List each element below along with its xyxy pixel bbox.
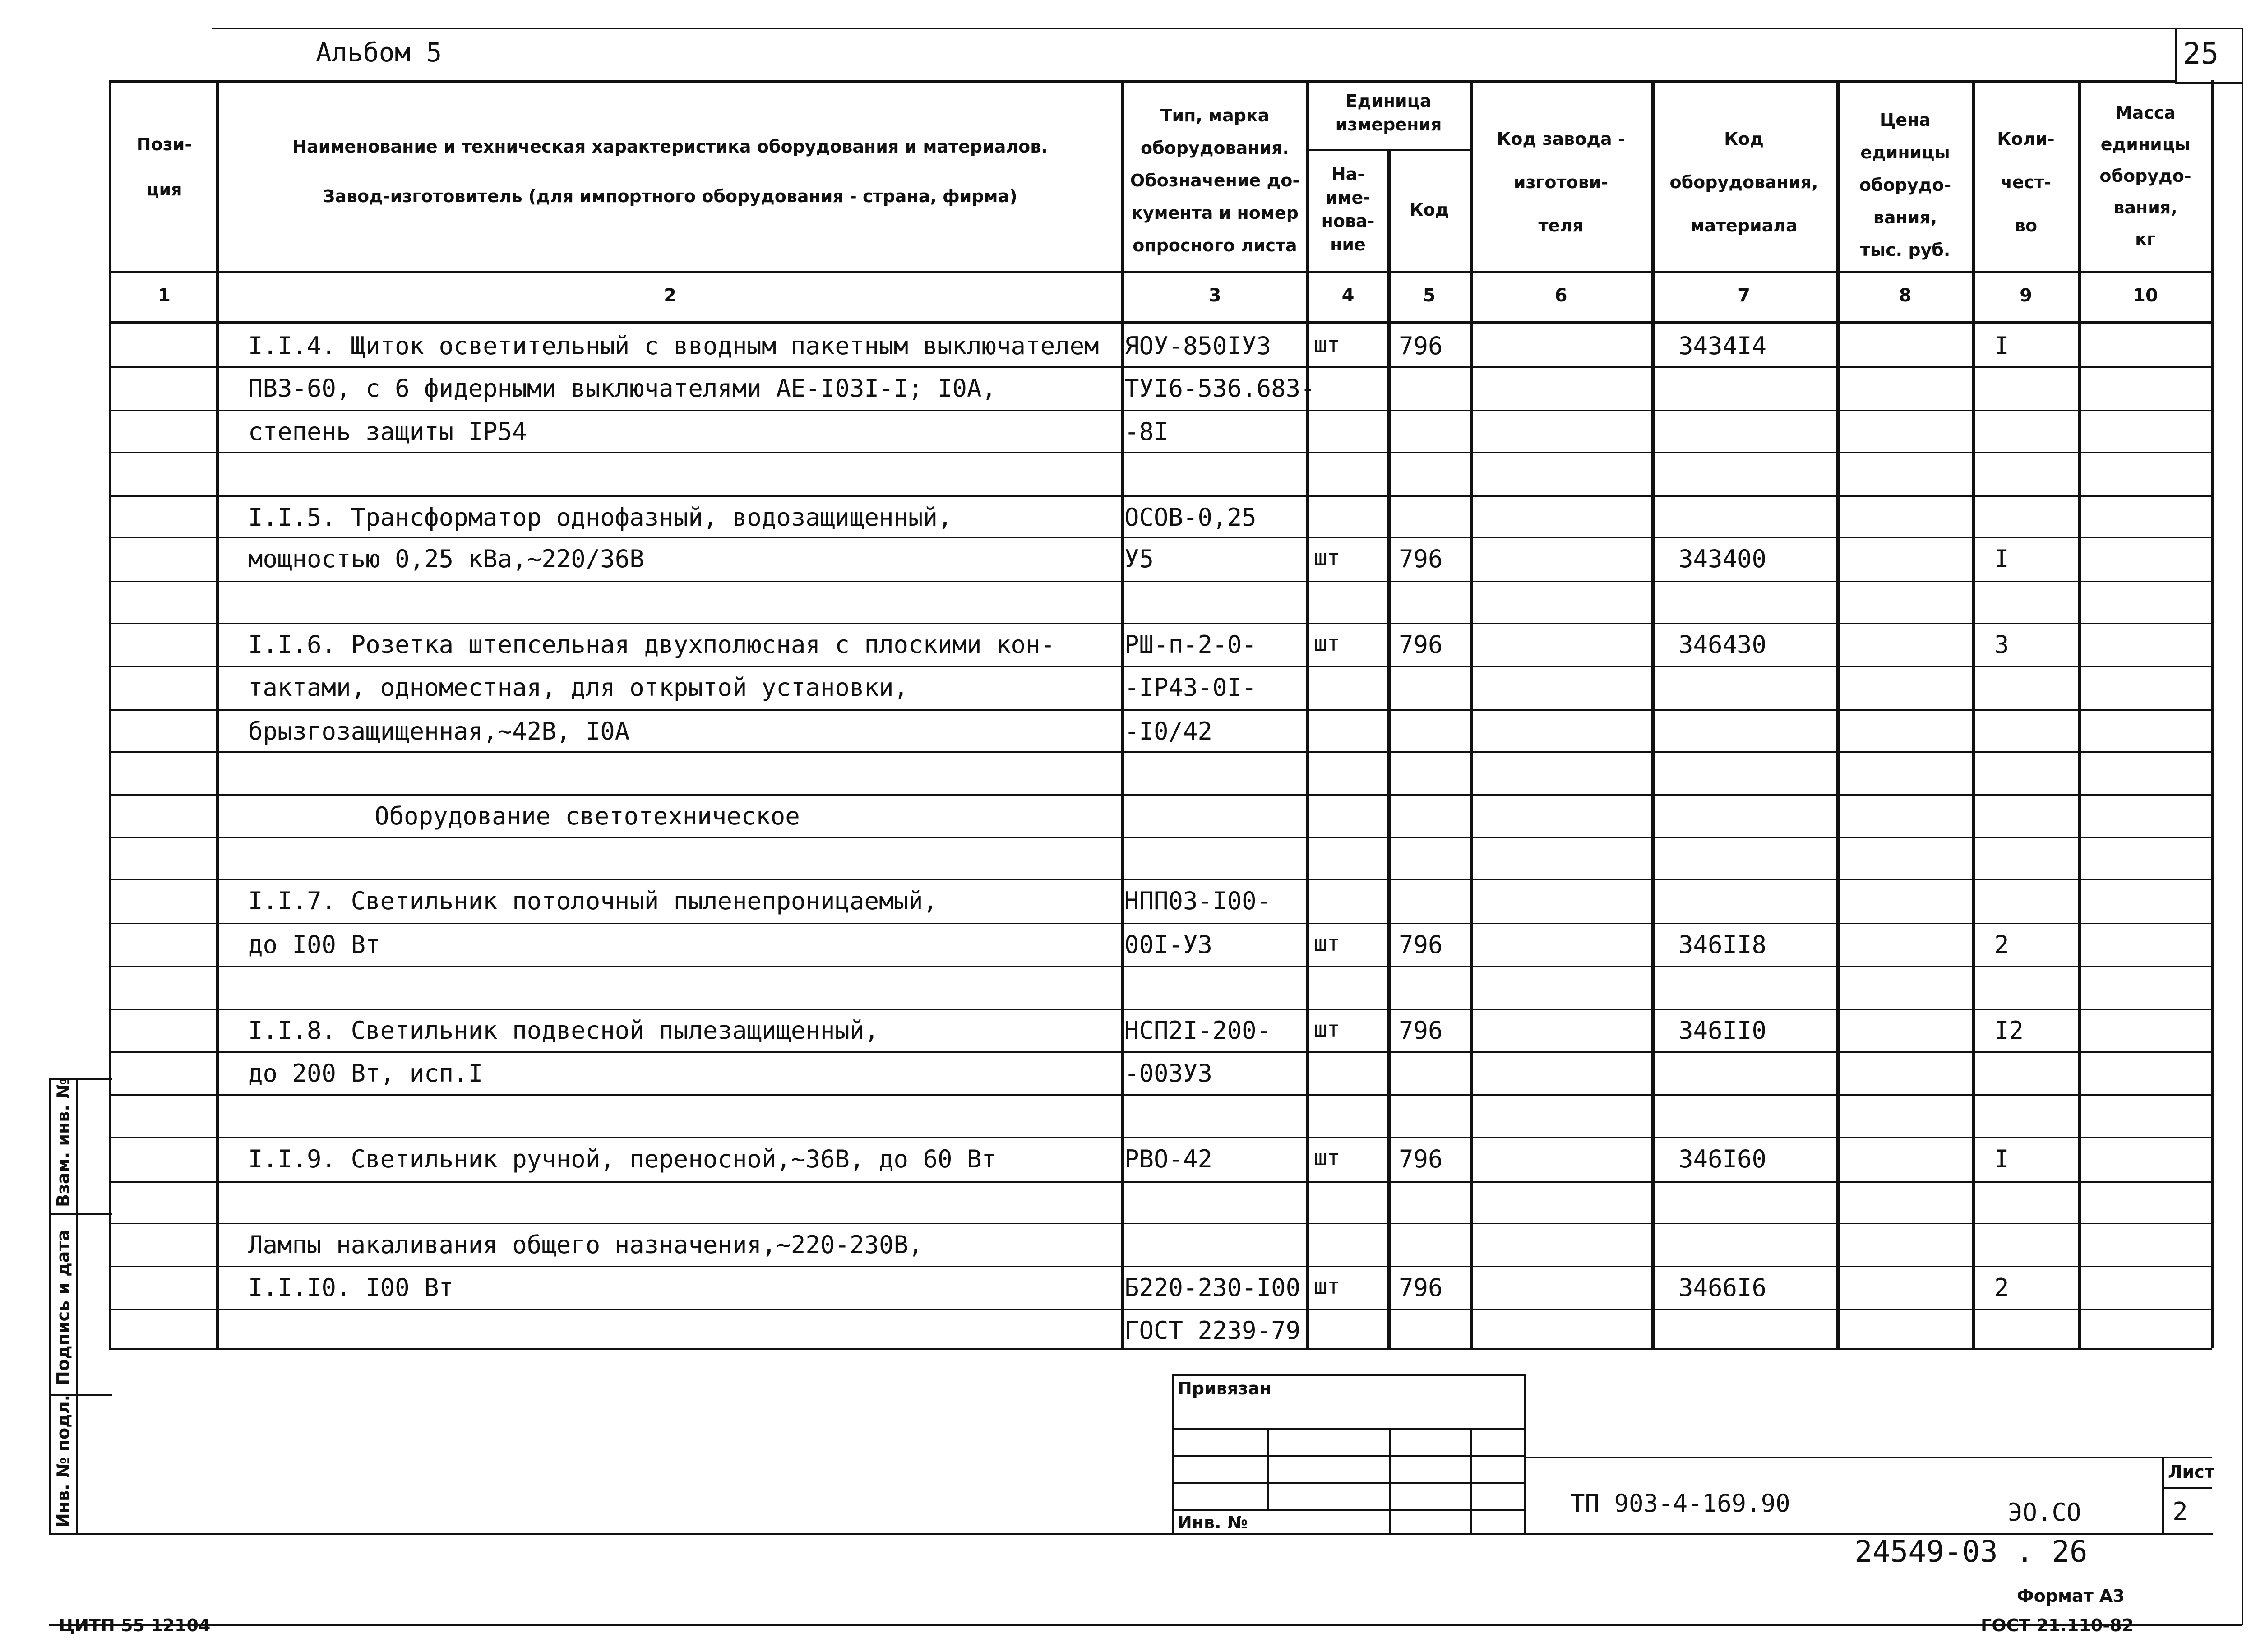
header-mass: Масса единицы оборудо- вания, кг bbox=[2099, 103, 2191, 249]
cell-name: I.I.5. Трансформатор однофазный, водозащищенный, bbox=[248, 503, 952, 532]
col-number-2: 2 bbox=[664, 285, 676, 306]
cell-name: до 200 Вт, исп.I bbox=[248, 1059, 483, 1087]
cell-unit: шт bbox=[1314, 931, 1340, 956]
cell-name: до I00 Вт bbox=[248, 930, 380, 959]
cell-name: мощностью 0,25 кВа,~220/36В bbox=[248, 545, 644, 573]
cell-name: I.I.8. Светильник подвесной пылезащищенный, bbox=[248, 1016, 879, 1045]
cell-equipment-code: 343400 bbox=[1678, 545, 1767, 573]
header-equipment-code: Код оборудования, материала bbox=[1669, 129, 1818, 236]
sheet-label: Лист bbox=[2168, 1462, 2214, 1482]
cell-quantity: 3 bbox=[1994, 630, 2009, 659]
album-label: Альбом 5 bbox=[316, 37, 442, 68]
col-number-8: 8 bbox=[1899, 285, 1912, 306]
cell-quantity: I2 bbox=[1994, 1016, 2024, 1045]
cell-name: I.I.6. Розетка штепсельная двухполюсная с плоскими кон- bbox=[248, 630, 1055, 659]
cell-equipment-code: 3434I4 bbox=[1678, 332, 1767, 360]
page-number: 25 bbox=[2183, 36, 2219, 71]
doc-code: ТП 903-4-169.90 bbox=[1570, 1489, 1790, 1518]
cell-unit-code: 796 bbox=[1399, 332, 1443, 360]
cell-equipment-code: 3466I6 bbox=[1678, 1273, 1767, 1302]
cell-name: брызгозащищенная,~42В, I0А bbox=[248, 717, 630, 745]
side-label-replace-inv: Взам. инв. № bbox=[53, 1078, 73, 1207]
header-type: Тип, марка оборудования. Обозначение до- кумента и номер опросного листа bbox=[1130, 106, 1300, 255]
col-number-7: 7 bbox=[1738, 285, 1750, 306]
cell-quantity: I bbox=[1994, 545, 2009, 573]
header-unit: Единица измерения bbox=[1335, 91, 1442, 134]
cell-name: ПВЗ-60, с 6 фидерными выключателями АЕ-I03I-I; I0А, bbox=[248, 374, 997, 403]
col-number-9: 9 bbox=[2020, 285, 2032, 306]
cell-name: степень защиты IP54 bbox=[248, 417, 527, 446]
cell-equipment-code: 346430 bbox=[1678, 630, 1767, 659]
side-label-original-inv: Инв. № подл. bbox=[53, 1394, 73, 1527]
col-number-5: 5 bbox=[1423, 285, 1436, 306]
cell-type: У5 bbox=[1124, 545, 1154, 573]
header-quantity: Коли- чест- во bbox=[1997, 129, 2055, 236]
cell-type: ГОСТ 2239-79 bbox=[1124, 1316, 1301, 1345]
cell-type: НСП2I-200- bbox=[1124, 1016, 1271, 1045]
cell-type: РВО-42 bbox=[1124, 1145, 1213, 1173]
footer-gost: ГОСТ 21.110-82 bbox=[1981, 1615, 2134, 1635]
handwritten-number: 24549-03 . 26 bbox=[1854, 1534, 2088, 1569]
cell-type: 00I-У3 bbox=[1124, 930, 1213, 959]
cell-quantity: I bbox=[1994, 332, 2009, 360]
header-name: Наименование и техническая характеристика оборудования и материалов. Завод-изготовитель (для импортного оборудования - страна, фирма) bbox=[292, 137, 1048, 206]
cell-type: РШ-п-2-0- bbox=[1124, 630, 1257, 659]
cell-name: I.I.4. Щиток осветительный с вводным пакетным выключателем bbox=[248, 332, 1099, 360]
side-label-signature-date: Подпись и дата bbox=[53, 1229, 73, 1385]
col-number-6: 6 bbox=[1554, 285, 1567, 306]
cell-equipment-code: 346II8 bbox=[1678, 930, 1767, 959]
col-number-4: 4 bbox=[1341, 285, 1355, 306]
cell-type: ЯОУ-850IУ3 bbox=[1124, 332, 1271, 360]
cell-type: -003У3 bbox=[1124, 1059, 1213, 1087]
col-number-10: 10 bbox=[2133, 285, 2158, 306]
cell-name: I.I.7. Светильник потолочный пыленепроницаемый, bbox=[248, 887, 938, 915]
cell-unit: шт bbox=[1314, 631, 1340, 656]
cell-unit: шт bbox=[1314, 545, 1340, 570]
cell-type: Б220-230-I00 bbox=[1124, 1273, 1301, 1302]
cell-quantity: 2 bbox=[1994, 930, 2009, 959]
cell-type: ТУI6-536.683- bbox=[1124, 374, 1315, 403]
header-position: Пози- ция bbox=[136, 134, 192, 199]
cell-unit: шт bbox=[1314, 1274, 1340, 1299]
cell-unit: шт bbox=[1314, 332, 1340, 357]
cell-unit-code: 796 bbox=[1399, 930, 1443, 959]
cell-unit-code: 796 bbox=[1399, 1273, 1443, 1302]
cell-unit: шт bbox=[1314, 1145, 1340, 1171]
col-number-1: 1 bbox=[158, 285, 171, 306]
doc-section: ЭО.СО bbox=[2008, 1498, 2081, 1527]
stamp-inv-label: Инв. № bbox=[1178, 1513, 1248, 1532]
cell-type: -8I bbox=[1124, 417, 1169, 446]
cell-quantity: 2 bbox=[1994, 1273, 2009, 1302]
cell-unit-code: 796 bbox=[1399, 1016, 1443, 1045]
cell-equipment-code: 346I60 bbox=[1678, 1145, 1767, 1173]
cell-unit: шт bbox=[1314, 1017, 1340, 1042]
footer-citp: ЦИТП 55 12104 bbox=[59, 1615, 211, 1635]
cell-equipment-code: 346II0 bbox=[1678, 1016, 1767, 1045]
cell-name: Оборудование светотехническое bbox=[374, 802, 800, 830]
cell-unit-code: 796 bbox=[1399, 1145, 1443, 1173]
cell-name: тактами, одноместная, для открытой установки, bbox=[248, 673, 908, 702]
header-unit-name: На- име- нова- ние bbox=[1321, 164, 1375, 255]
col-number-3: 3 bbox=[1208, 285, 1221, 306]
sheet-number: 2 bbox=[2173, 1497, 2188, 1527]
header-price: Цена единицы оборудо- вания, тыс. руб. bbox=[1859, 110, 1951, 260]
cell-type: -IP43-0I- bbox=[1124, 673, 1257, 702]
cell-name: I.I.I0. I00 Вт bbox=[248, 1273, 454, 1302]
footer-format: Формат А3 bbox=[2017, 1586, 2125, 1606]
cell-type: ОСОВ-0,25 bbox=[1124, 503, 1257, 532]
stamp-attached-label: Привязан bbox=[1178, 1379, 1272, 1398]
cell-name: I.I.9. Светильник ручной, переносной,~36В, до 60 Вт bbox=[248, 1145, 997, 1173]
cell-unit-code: 796 bbox=[1399, 545, 1443, 573]
cell-type: НПП03-I00- bbox=[1124, 887, 1271, 915]
cell-type: -I0/42 bbox=[1124, 717, 1213, 745]
cell-quantity: I bbox=[1994, 1145, 2009, 1173]
cell-unit-code: 796 bbox=[1399, 630, 1443, 659]
header-plant-code: Код завода - изготови- теля bbox=[1497, 129, 1625, 236]
cell-name: Лампы накаливания общего назначения,~220-230В, bbox=[248, 1231, 923, 1259]
header-unit-code: Код bbox=[1409, 200, 1449, 220]
